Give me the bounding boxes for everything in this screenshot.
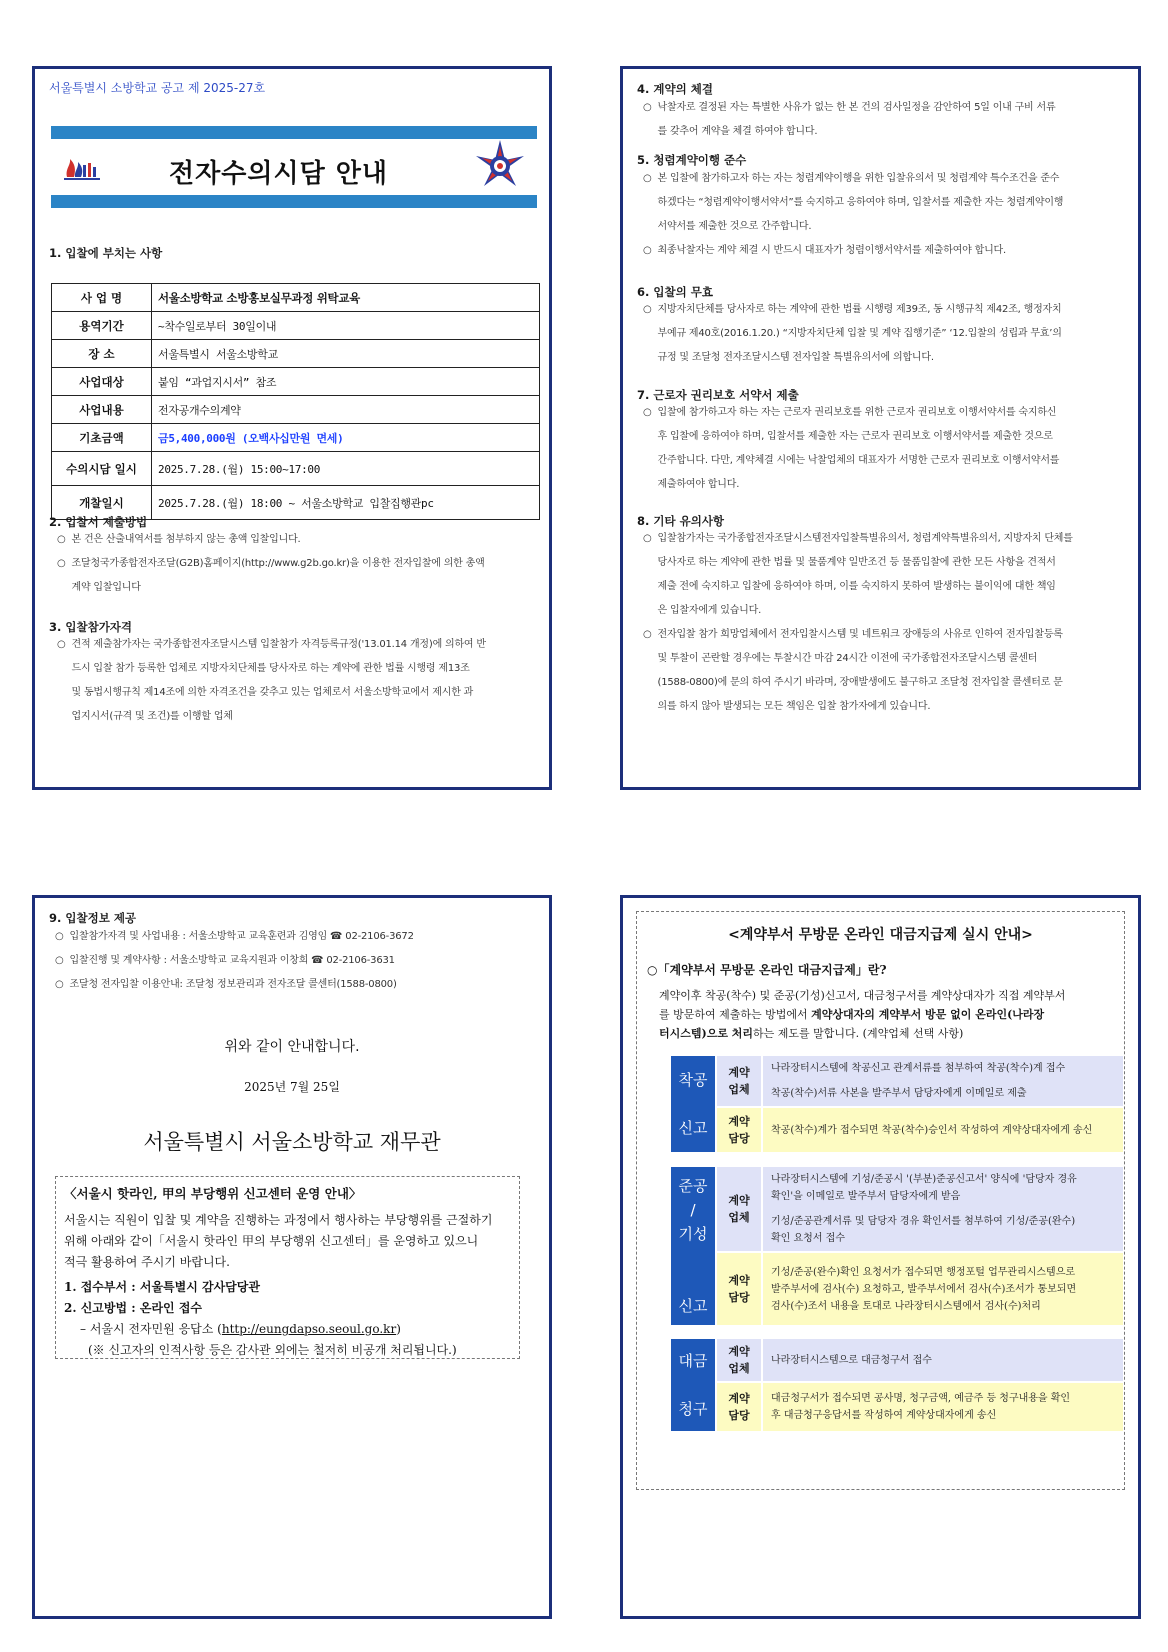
bullet: ○ [643,533,652,544]
step-description-line: 착공(착수)계가 접수되면 착공(착수)승인서 작성하여 계약상대자에게 송신 [771,1124,1093,1136]
list-item-text: 드시 입찰 참가 등록한 업체로 지방자치단체를 당사자로 하는 계약에 관한 법률 시행령 제13조 [71,663,470,674]
info-row [52,340,540,368]
bullet: ○ [643,173,652,184]
step-label: 대금 청구 [671,1339,715,1431]
list-item-line [57,633,541,657]
hotline-box [55,1176,520,1359]
list-item-text: 계약 입찰입니다 [71,582,141,593]
intro-emphasis: 터시스템)으로 처리 [659,1027,754,1040]
info-key: 사업내용 [52,396,152,424]
list-item-text: 입찰참가자는 국가종합전자조달시스템전자입찰특별유의서, 청렴계약특별유의서, 지방자치 단체를 [657,533,1073,544]
signature: 서울특별시 서울소방학교 재무관 [143,1130,441,1154]
intro-text: 계약이후 착공(착수) 및 준공(기성)신고서, 대금청구서를 계약상대자가 직접 계약부서 [659,989,1066,1002]
list-item-text: 최종낙찰자는 계약 체결 시 반드시 대표자가 청렴이행서약서를 제출하여야 합니다. [657,245,1006,256]
document-title: 전자수의시담 안내 [169,159,388,189]
list-item-line [643,623,1127,647]
list-item-line [643,425,1127,449]
bullet: ○ [643,629,652,640]
hotline-body-line: 서울시는 직원이 입찰 및 계약을 진행하는 과정에서 행사하는 부당행위를 근절하기 [64,1213,493,1227]
info-row [52,284,540,312]
list-item-line [643,449,1127,473]
info-value: 붙임 “과업지시서” 참조 [152,368,540,396]
intro-text: 를 방문하여 제출하는 방법에서 [659,1008,812,1021]
list-item-text: 및 투찰이 곤란할 경우에는 투찰시간 마감 24시간 이전에 국가종합전자조달시스템 콜센터 [657,653,1038,664]
list-item-text: 당사자로 하는 계약에 관한 법률 및 물품계약 일반조건 등 물품입찰에 관한 모든 사항을 견적서 [657,557,1056,568]
list-item-line [643,322,1127,346]
info-value: 금5,400,000원 (오백사십만원 면세) [152,424,540,452]
payment-step [671,1167,1123,1325]
step-label: 착공 신고 [671,1056,715,1152]
hotline-body [64,1210,513,1273]
list-item-text: 입찰진행 및 계약사항 : 서울소방학교 교육지원과 이창희 ☎ 02-2106-3631 [69,955,395,966]
step-description-line: 기성/준공(완수)확인 요청서가 접수되면 행정포털 업무관리시스템으로 발주부서에 검사(수) 요청하고, 발주부서에서 검사(수)조서가 통보되면 검사(수)조서 내용을 토대로 나라장터시스템에서 검사(수)처리 [771,1266,1077,1312]
bullet: ○ [643,102,652,113]
bullet: ○ [55,979,64,990]
fire-emblem-icon [473,139,527,193]
bullet: ○ [643,245,652,256]
section-8-list [643,527,1127,719]
list-item-line [643,647,1127,671]
list-item-line [57,705,541,729]
bullet: ○ [643,407,652,418]
intro-line [659,1005,1119,1024]
list-item-text: 를 갖추어 계약을 체결 하여야 합니다. [657,126,818,137]
list-item-text: 견적 제출참가자는 국가종합전자조달시스템 입찰참가 자격등록규정('13.01.14 개정)에 의하여 반 [71,639,486,650]
list-item-line [57,552,541,576]
list-item-text: 낙찰자로 결정된 자는 특별한 사유가 없는 한 본 건의 검사일정을 감안하여 5일 이내 구비 서류 [657,102,1056,113]
info-key: 사업대상 [52,368,152,396]
step-description [763,1383,1123,1431]
notice-date: 2025년 7월 25일 [244,1080,340,1094]
list-item-text: 조달청국가종합전자조달(G2B)홈페이지(http://www.g2b.go.kr)을 이용한 전자입찰에 의한 총액 [71,558,485,569]
step-description-line: 나라장터시스템으로 대금청구서 접수 [771,1354,932,1366]
payment-guide-box [636,911,1125,1490]
step-role: 계약 업체 [717,1056,761,1106]
intro-text: 하는 제도를 말합니다. (계약업체 선택 사항) [753,1027,964,1040]
step-role: 계약 담당 [717,1108,761,1152]
step-role: 계약 담당 [717,1253,761,1325]
bullet: ○ [643,304,652,315]
list-item-line [643,527,1127,551]
list-item-line [55,949,539,973]
eungdapso-link[interactable]: http://eungdapso.seoul.go.kr [221,1322,397,1336]
section-7-heading: 7. 근로자 권리보호 서약서 제출 [637,388,799,402]
info-key: 기초금액 [52,424,152,452]
list-item-text: 및 동법시행규칙 제14조에 의한 자격조건을 갖추고 있는 업체로서 서울소방학교에서 제시한 과 [71,687,474,698]
list-item-text: 후 입찰에 응하여야 하며, 입찰서를 제출한 자는 근로자 권리보호 이행서약서를 제출한 것으로 [657,431,1053,442]
info-value: 2025.7.28.(월) 15:00~17:00 [152,452,540,486]
section-8-heading: 8. 기타 유의사항 [637,514,725,528]
list-item-line [643,599,1127,623]
hotline-body-line: 적극 활용하여 주시기 바랍니다. [64,1255,230,1269]
list-item-line [643,120,1127,144]
list-item-line [643,401,1127,425]
payment-step [671,1339,1123,1431]
step-description [763,1108,1123,1152]
bullet: ○ [55,931,64,942]
fire-school-logo-icon [61,155,103,183]
section-4-heading: 4. 계약의 체결 [637,82,713,96]
list-item-line [643,575,1127,599]
list-item-line [643,96,1127,120]
list-item-line [643,551,1127,575]
info-row [52,452,540,486]
hotline-item-2-sub-1 [64,1319,513,1340]
step-description [763,1253,1123,1325]
list-item-text: 간주합니다. 다만, 계약체결 시에는 낙찰업체의 대표자가 서명한 근로자 권리보호 이행서약서를 [657,455,1060,466]
list-item-text: 은 입찰자에게 있습니다. [657,605,762,616]
section-7-list [643,401,1127,497]
step-description-line: 나라장터시스템에 착공신고 관계서류를 첨부하여 착공(착수)계 접수 [771,1063,1066,1074]
list-item-text: 부예규 제40호(2016.1.20.) “지방자치단체 입찰 및 계약 집행기준” ‘12.입찰의 성립과 무효’의 [657,328,1062,339]
list-item-line [643,695,1127,719]
list-item-text: 전자입찰 참가 희망업체에서 전자입찰시스템 및 네트워크 장애등의 사유로 인하여 전자입찰등록 [657,629,1063,640]
step-description [763,1339,1123,1381]
hotline-link-prefix: – 서울시 전자민원 응답소 ( [80,1322,222,1336]
section-4-list [643,96,1127,144]
notice-page-4 [620,895,1141,1619]
list-item-line [643,239,1127,263]
list-item-line [643,167,1127,191]
info-value: ~착수일로부터 30일이내 [152,312,540,340]
list-item-text: 하겠다는 “청렴계약이행서약서”를 숙지하고 응하여야 하며, 입찰서를 제출한 자는 청렴계약이행 [657,197,1064,208]
section-3-list [57,633,541,729]
bullet: ○ [57,534,66,545]
info-key: 수의시담 일시 [52,452,152,486]
payment-guide-title: <계약부서 무방문 온라인 대금지급제 실시 안내> [728,927,1033,943]
step-label: 준공 / 기성 신고 [671,1167,715,1325]
info-value: 2025.7.28.(월) 18:00 ~ 서울소방학교 입찰집행관pc [152,486,540,520]
step-role: 계약 업체 [717,1339,761,1381]
list-item-line [55,973,539,997]
step-description-line: 기성/준공관계서류 및 담당자 경유 확인서를 첨부하여 기성/준공(완수) 확인 요청서 접수 [771,1216,1076,1244]
list-item-line [643,671,1127,695]
list-item-line [57,657,541,681]
payment-guide-intro [659,986,1119,1043]
section-9-heading: 9. 입찰정보 제공 [49,911,137,925]
list-item-text: 제출 전에 숙지하고 입찰에 응하여야 하며, 이를 숙지하지 못하여 발생하는 불이익에 대한 책임 [657,581,1056,592]
list-item-text: 지방자치단체를 당사자로 하는 계약에 관한 법률 시행령 제39조, 동 시행규칙 제42조, 행정자치 [657,304,1062,315]
intro-line [659,1024,1119,1043]
list-item-text: 본 건은 산출내역서를 첨부하지 않는 총액 입찰입니다. [71,534,301,545]
section-5-heading: 5. 청렴계약이행 준수 [637,153,747,167]
list-item-line [57,681,541,705]
hotline-item-1: 1. 접수부서 : 서울특별시 감사담당관 [64,1280,260,1294]
bottom-bar [51,195,537,208]
section-1-heading: 1. 입찰에 부치는 사항 [49,246,163,260]
hotline-title: 〈서울시 핫라인, 甲의 부당행위 신고센터 운영 안내〉 [64,1186,362,1201]
list-item-line [643,473,1127,497]
hotline-item-2-sub-2: (※ 신고자의 인적사항 등은 감사관 외에는 철저히 비공개 처리됩니다.) [88,1343,457,1357]
section-6-list [643,298,1127,370]
section-2-list [57,528,541,600]
step-role: 계약 업체 [717,1167,761,1251]
payment-step [671,1056,1123,1152]
info-value: 서울소방학교 소방홍보실무과정 위탁교육 [152,284,540,312]
list-item-text: 입찰에 참가하고자 하는 자는 근로자 권리보호를 위한 근로자 권리보호 이행서약서를 숙지하신 [657,407,1057,418]
hotline-item-2: 2. 신고방법 : 온라인 접수 [64,1301,202,1315]
payment-guide-subtitle: ○「계약부서 무방문 온라인 대금지급제」란? [647,963,887,977]
info-row [52,424,540,452]
list-item-text: 조달청 전자입찰 이용안내: 조달청 정보관리과 전자조달 콜센터(1588-0800) [69,979,397,990]
list-item-line [55,925,539,949]
section-9-list [55,925,539,997]
info-row [52,312,540,340]
list-item-text: 제출하여야 합니다. [657,479,740,490]
info-key: 용역기간 [52,312,152,340]
section-5-list [643,167,1127,263]
info-value: 서울특별시 서울소방학교 [152,340,540,368]
notice-page-2 [620,66,1141,790]
step-description-line: 착공(착수)서류 사본을 발주부서 담당자에게 이메일로 제출 [771,1088,1027,1099]
step-description [763,1167,1123,1251]
step-description [763,1056,1123,1106]
list-item-line [643,191,1127,215]
info-value: 전자공개수의계약 [152,396,540,424]
list-item-text: 입찰참가자격 및 사업내용 : 서울소방학교 교육훈련과 김영임 ☎ 02-2106-3672 [69,931,414,942]
info-row [52,368,540,396]
intro-emphasis: 계약상대자의 계약부서 방문 없이 온라인(나라장 [811,1008,1045,1021]
bullet: ○ [57,639,66,650]
info-row [52,396,540,424]
bullet: ○ [57,558,66,569]
list-item-text: 본 입찰에 참가하고자 하는 자는 청렴계약이행을 위한 입찰유의서 및 청렴계약 특수조건을 준수 [657,173,1060,184]
bid-info-table [51,283,540,520]
closing-text: 위와 같이 안내합니다. [224,1039,360,1055]
list-item-text: 서약서를 제출한 것으로 간주합니다. [657,221,812,232]
section-6-heading: 6. 입찰의 무효 [637,285,713,299]
list-item-text: 업지시서(규격 및 조건)를 이행할 업체 [71,711,233,722]
list-item-line [643,215,1127,239]
notice-page-1 [32,66,552,790]
bullet: ○ [55,955,64,966]
hotline-body-line: 위해 아래와 같이「서울시 핫라인 甲의 부당행위 신고센터」를 운영하고 있으니 [64,1234,479,1248]
list-item-text: 의를 하지 않아 발생되는 모든 책임은 입찰 참가자에게 있습니다. [657,701,931,712]
step-description-line: 나라장터시스템에 기성/준공시 '(부분)준공신고서' 양식에 '담당자 경유 확인'을 이메일로 발주부서 담당자에게 받음 [771,1174,1077,1202]
section-2-heading: 2. 입찰서 제출방법 [49,515,148,529]
list-item-line [57,576,541,600]
step-description-line: 대금청구서가 접수되면 공사명, 청구금액, 예금주 등 청구내용을 확인 후 대금청구응답서를 작성하여 계약상대자에게 송신 [771,1393,1071,1421]
info-key: 개찰일시 [52,486,152,520]
notice-number: 서울특별시 소방학교 공고 제 2025-27호 [49,81,266,95]
list-item-text: 규정 및 조달청 전자조달시스템 전자입찰 특별유의서에 의합니다. [657,352,934,363]
step-role: 계약 담당 [717,1383,761,1431]
intro-line [659,986,1119,1005]
top-bar [51,126,537,139]
list-item-text: (1588-0800)에 문의 하여 주시기 바라며, 장애발생에도 불구하고 조달청 전자입찰 콜센터로 문 [657,677,1063,688]
notice-page-3 [32,895,552,1619]
hotline-link-suffix: ) [396,1322,401,1336]
info-key: 장 소 [52,340,152,368]
section-3-heading: 3. 입찰참가자격 [49,620,133,634]
info-key: 사 업 명 [52,284,152,312]
list-item-line [643,298,1127,322]
list-item-line [643,346,1127,370]
list-item-line [57,528,541,552]
